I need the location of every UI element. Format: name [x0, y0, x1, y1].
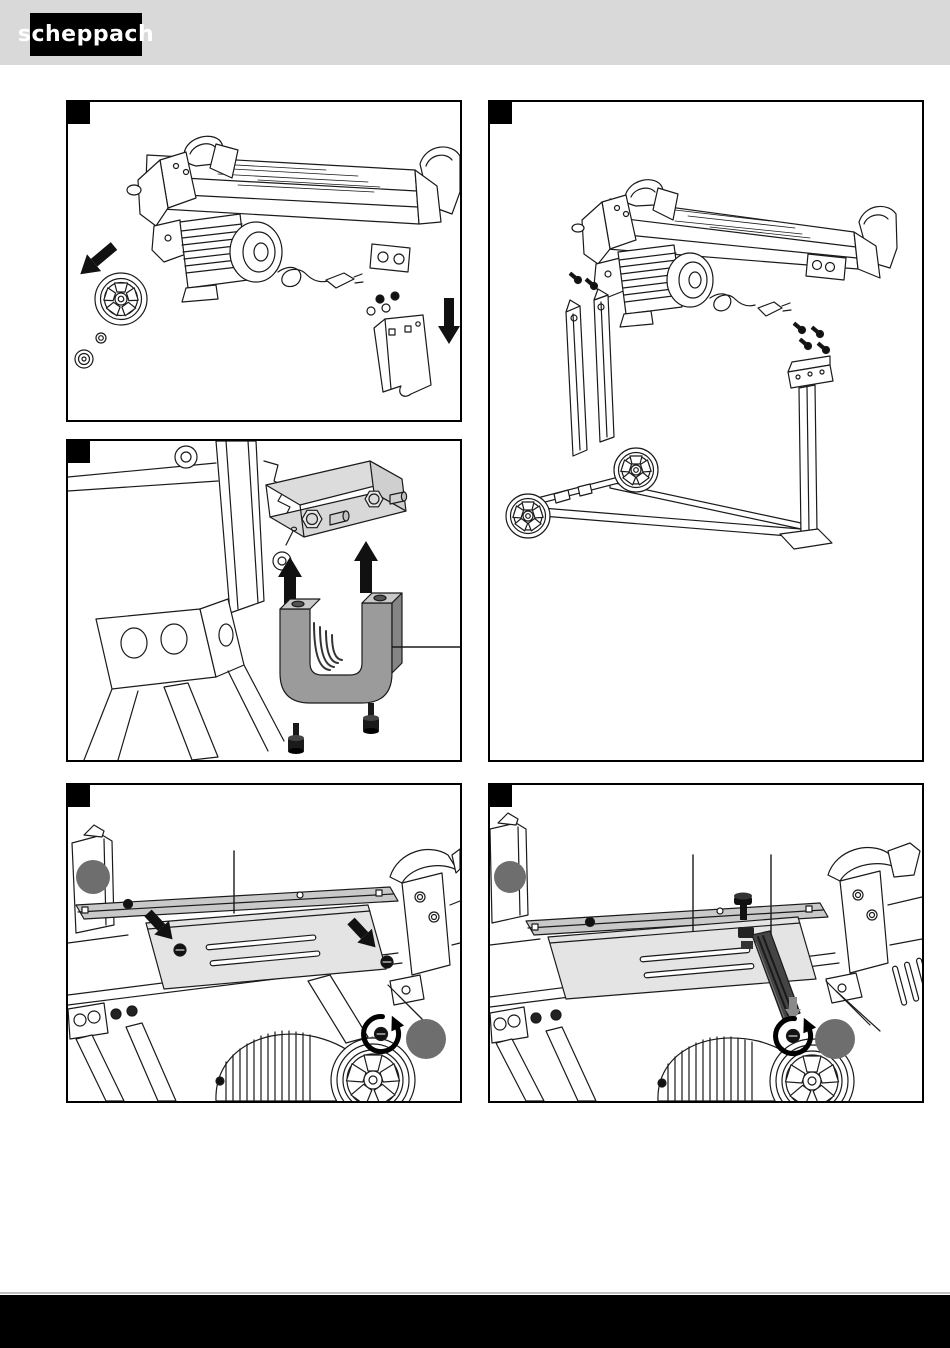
clevis-bracket — [266, 461, 407, 537]
machine-corner-background — [68, 441, 294, 760]
figure-panel-3 — [66, 439, 462, 762]
figure-panel-4 — [66, 783, 462, 1103]
figure-panel-1 — [66, 100, 462, 422]
support-foot — [374, 315, 431, 396]
figure-5-drawing — [490, 785, 922, 1101]
log-splitter-machine — [127, 136, 460, 302]
gray-circle-callout — [76, 860, 110, 894]
socket-screw — [288, 723, 304, 754]
socket-screw — [363, 703, 379, 734]
figure-4-drawing — [68, 785, 460, 1101]
stand-wheel-left — [506, 494, 550, 538]
figure-3-drawing — [68, 441, 460, 760]
power-cord-plug — [278, 267, 363, 288]
bolt — [381, 956, 393, 968]
transport-wheel — [95, 273, 147, 325]
stand-wheel-right — [614, 448, 658, 492]
footer-bar — [0, 1295, 950, 1348]
arrow-down-icon — [438, 298, 460, 344]
gray-circle-callout — [406, 1019, 446, 1059]
support-leg-left — [566, 300, 587, 456]
washer — [96, 333, 106, 343]
figure-1-drawing — [68, 102, 460, 420]
log-splitter-machine — [572, 180, 897, 327]
right-support-column — [826, 843, 922, 1031]
footer-divider — [0, 1292, 950, 1294]
figure-2-drawing — [490, 102, 922, 760]
u-shaped-handle — [280, 593, 402, 703]
figure-panel-5 — [488, 783, 924, 1103]
hub-cap — [75, 350, 93, 368]
motor — [618, 245, 713, 327]
right-support-column — [388, 849, 460, 1031]
support-leg-right — [594, 289, 614, 442]
figure-panel-2 — [488, 100, 924, 762]
gray-circle-callout — [815, 1019, 855, 1059]
arrow-up-icon — [354, 541, 378, 593]
gray-circle-callout — [494, 861, 526, 893]
bolt — [174, 944, 186, 956]
logo-text: scheppach — [17, 22, 155, 47]
page-header — [0, 0, 950, 65]
wheel-axle-stand — [506, 448, 801, 538]
mounting-screws — [367, 292, 399, 315]
power-cord-plug — [710, 294, 791, 316]
stand-legs — [490, 1007, 596, 1101]
motor — [180, 214, 282, 302]
scheppach-logo — [17, 13, 155, 56]
